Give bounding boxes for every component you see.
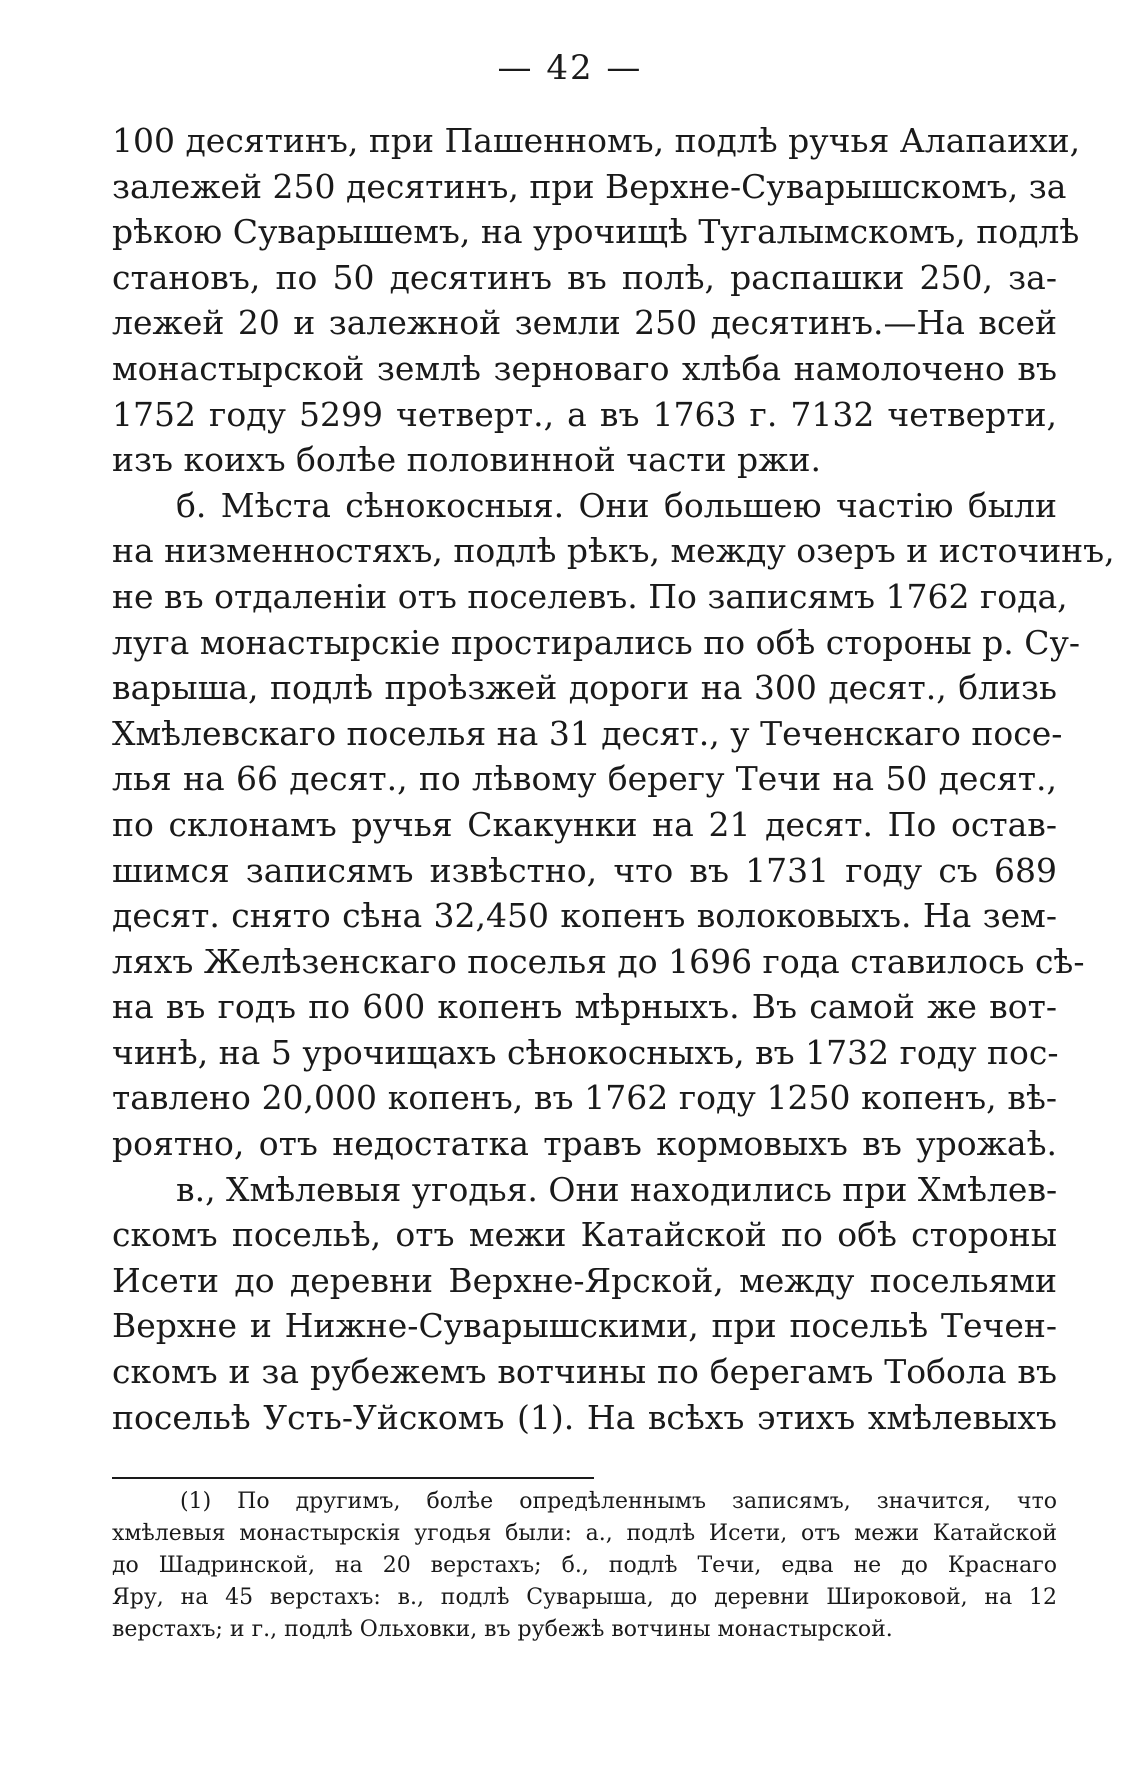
text-line: по склонамъ ручья Скакунки на 21 десят. По остав- [112, 804, 1057, 844]
text-line: тавлено 20,000 копенъ, въ 1762 году 1250 копенъ, вѣ- [112, 1078, 1057, 1118]
text-line: скомъ посельѣ, отъ межи Катайской по обѣ стороны [112, 1215, 1057, 1255]
text-line: на низменностяхъ, подлѣ рѣкъ, между озеръ и источинъ, [112, 531, 1115, 571]
footnote [112, 1486, 1057, 1646]
text-line: 1752 году 5299 четверт., а въ 1763 г. 7132 четверти, [112, 394, 1057, 434]
footnote-separator [112, 1477, 594, 1479]
text-line: 100 десятинъ, при Пашенномъ, подлѣ ручья Алапаихи, [112, 121, 1081, 160]
text-line: десят. снято сѣна 32,450 копенъ волоковыхъ. На зем- [112, 896, 1057, 936]
footnote-line: Яру, на 45 верстахъ: в., подлѣ Суварыша, до деревни Широковой, на 12 [112, 1585, 1057, 1610]
text-line: ляхъ Желѣзенскаго поселья до 1696 года ставилось сѣ- [112, 941, 1085, 981]
text-line: б. Мѣста сѣнокосныя. Они большею частію были [176, 485, 1057, 525]
text-line: изъ коихъ болѣе половинной части ржи. [112, 440, 821, 480]
text-line: лежей 20 и залежной земли 250 десятинъ.—На всей [112, 303, 1057, 343]
text-line: чинѣ, на 5 урочищахъ сѣнокосныхъ, въ 1732 году пос- [112, 1032, 1059, 1072]
text-line: Хмѣлевскаго поселья на 31 десят., у Теченскаго посе- [112, 713, 1063, 753]
text-line: луга монастырскіе простирались по обѣ стороны р. Су- [112, 622, 1081, 662]
text-line: скомъ и за рубежемъ вотчины по берегамъ Тобола въ [112, 1352, 1057, 1392]
text-line: не въ отдаленіи отъ поселевъ. По записямъ 1762 года, [112, 576, 1068, 616]
text-line: в., Хмѣлевыя угодья. Они находились при Хмѣлев- [176, 1169, 1058, 1209]
text-line: залежей 250 десятинъ, при Верхне-Суварышскомъ, за [112, 166, 1067, 206]
footnote-line: (1) По другимъ, болѣе опредѣленнымъ записямъ, значится, что [180, 1489, 1057, 1514]
text-line: роятно, отъ недостатка травъ кормовыхъ въ урожаѣ. [112, 1124, 1057, 1164]
footnote-line: хмѣлевыя монастырскія угодья были: а., подлѣ Исети, отъ межи Катайской [112, 1521, 1057, 1546]
text-line: лья на 66 десят., по лѣвому берегу Течи на 50 десят., [112, 759, 1057, 799]
footnote-line: до Шадринской, на 20 верстахъ; б., подлѣ Течи, едва не до Краснаго [112, 1553, 1057, 1578]
page-number: — 42 — [497, 48, 643, 88]
footnote-line: верстахъ; и г., подлѣ Ольховки, въ рубежѣ вотчины монастырской. [112, 1617, 893, 1642]
text-line: варыша, подлѣ проѣзжей дороги на 300 десят., близь [112, 668, 1057, 708]
text-line: монастырской землѣ зерноваго хлѣба намолочено въ [112, 348, 1057, 388]
text-line: Исети до деревни Верхне-Ярской, между посельями [112, 1260, 1057, 1300]
text-line: на въ годъ по 600 копенъ мѣрныхъ. Въ самой же вот- [112, 987, 1057, 1027]
text-line: Верхне и Нижне-Суварышскими, при посельѣ Течен- [112, 1306, 1057, 1346]
text-line: посельѣ Усть-Уйскомъ (1). На всѣхъ этихъ хмѣлевыхъ [112, 1397, 1057, 1437]
text-line: шимся записямъ извѣстно, что въ 1731 году съ 689 [112, 850, 1057, 890]
text-line: рѣкою Суварышемъ, на урочищѣ Тугалымскомъ, подлѣ [112, 212, 1080, 252]
main-text [112, 118, 1115, 1440]
text-line: становъ, по 50 десятинъ въ полѣ, распашки 250, за- [112, 257, 1057, 297]
